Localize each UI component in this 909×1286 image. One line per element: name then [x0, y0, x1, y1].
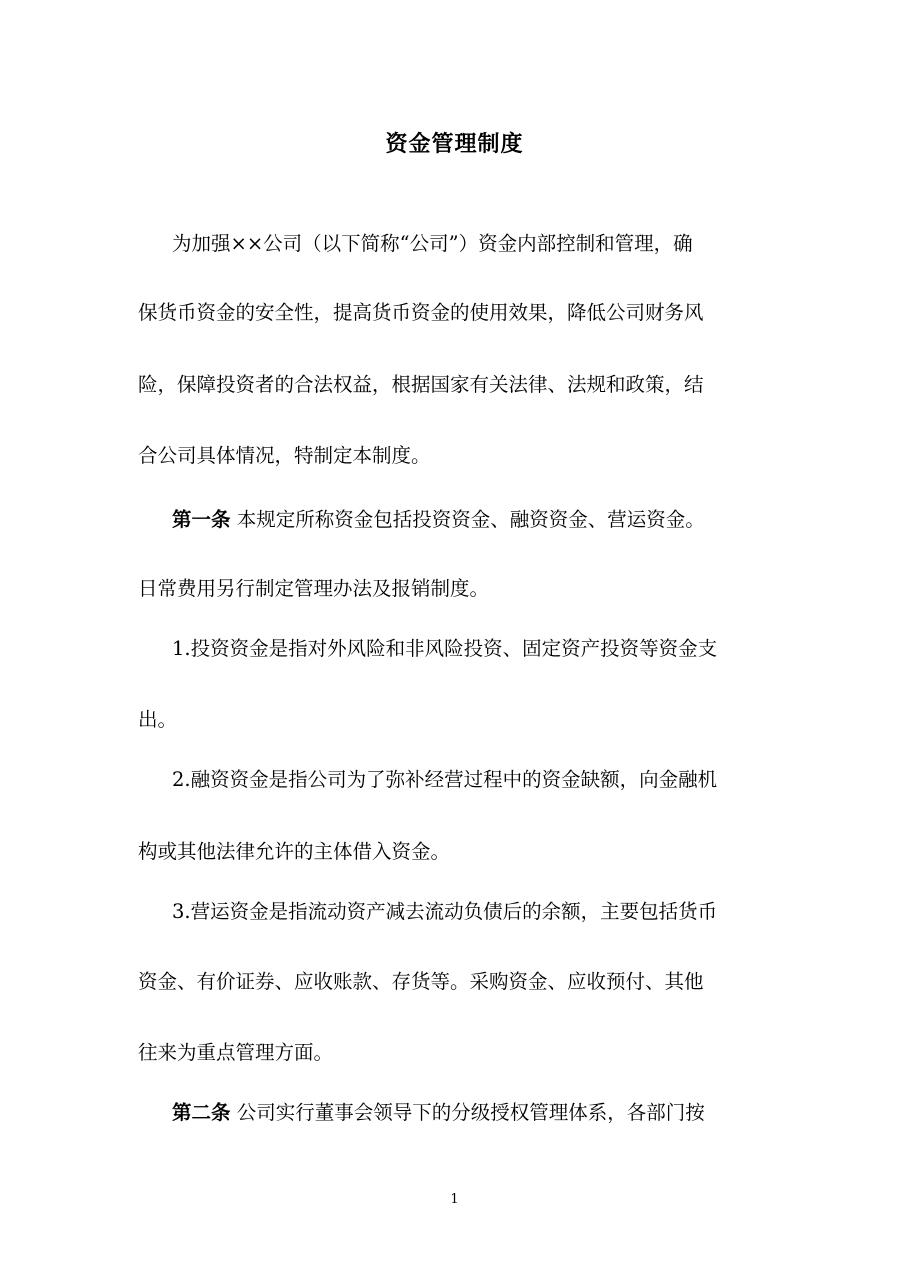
article-2-text: 公司实行董事会领导下的分级授权管理体系，各部门按: [236, 1101, 705, 1124]
item-2-line-1: 2.融资资金是指公司为了弥补经营过程中的资金缺额，向金融机: [172, 768, 718, 791]
intro-line-2: 保货币资金的安全性，提高货币资金的使用效果，降低公司财务风: [138, 301, 704, 324]
article-1-text: 本规定所称资金包括投资资金、融资资金、营运资金。: [236, 508, 705, 531]
item-1-line-1: 1.投资资金是指对外风险和非风险投资、固定资产投资等资金支: [172, 637, 718, 660]
article-1-line-1: [172, 505, 778, 535]
article-2-line-1: [172, 1098, 778, 1128]
item-3-line-3: 往来为重点管理方面。: [138, 1041, 334, 1064]
intro-line-4: 合公司具体情况，特制定本制度。: [138, 444, 431, 467]
article-1-heading: 第一条: [172, 508, 231, 531]
page-number: 1: [450, 1192, 459, 1207]
document-title: 资金管理制度: [385, 131, 524, 157]
intro-line-3: 险，保障投资者的合法权益，根据国家有关法律、法规和政策，结: [138, 373, 704, 396]
item-1-line-2: 出。: [138, 708, 178, 731]
item-3-line-1: 3.营运资金是指流动资产减去流动负债后的余额，主要包括货币: [172, 900, 718, 923]
intro-line-1: 为加强××公司（以下简称“公司”）资金内部控制和管理，确: [172, 232, 693, 255]
item-2-line-2: 构或其他法律允许的主体借入资金。: [138, 840, 451, 863]
article-2-heading: 第二条: [172, 1101, 231, 1124]
item-3-line-2: 资金、有价证券、应收账款、存货等。采购资金、应收预付、其他: [138, 970, 704, 993]
article-1-line-2: 日常费用另行制定管理办法及报销制度。: [138, 577, 490, 600]
